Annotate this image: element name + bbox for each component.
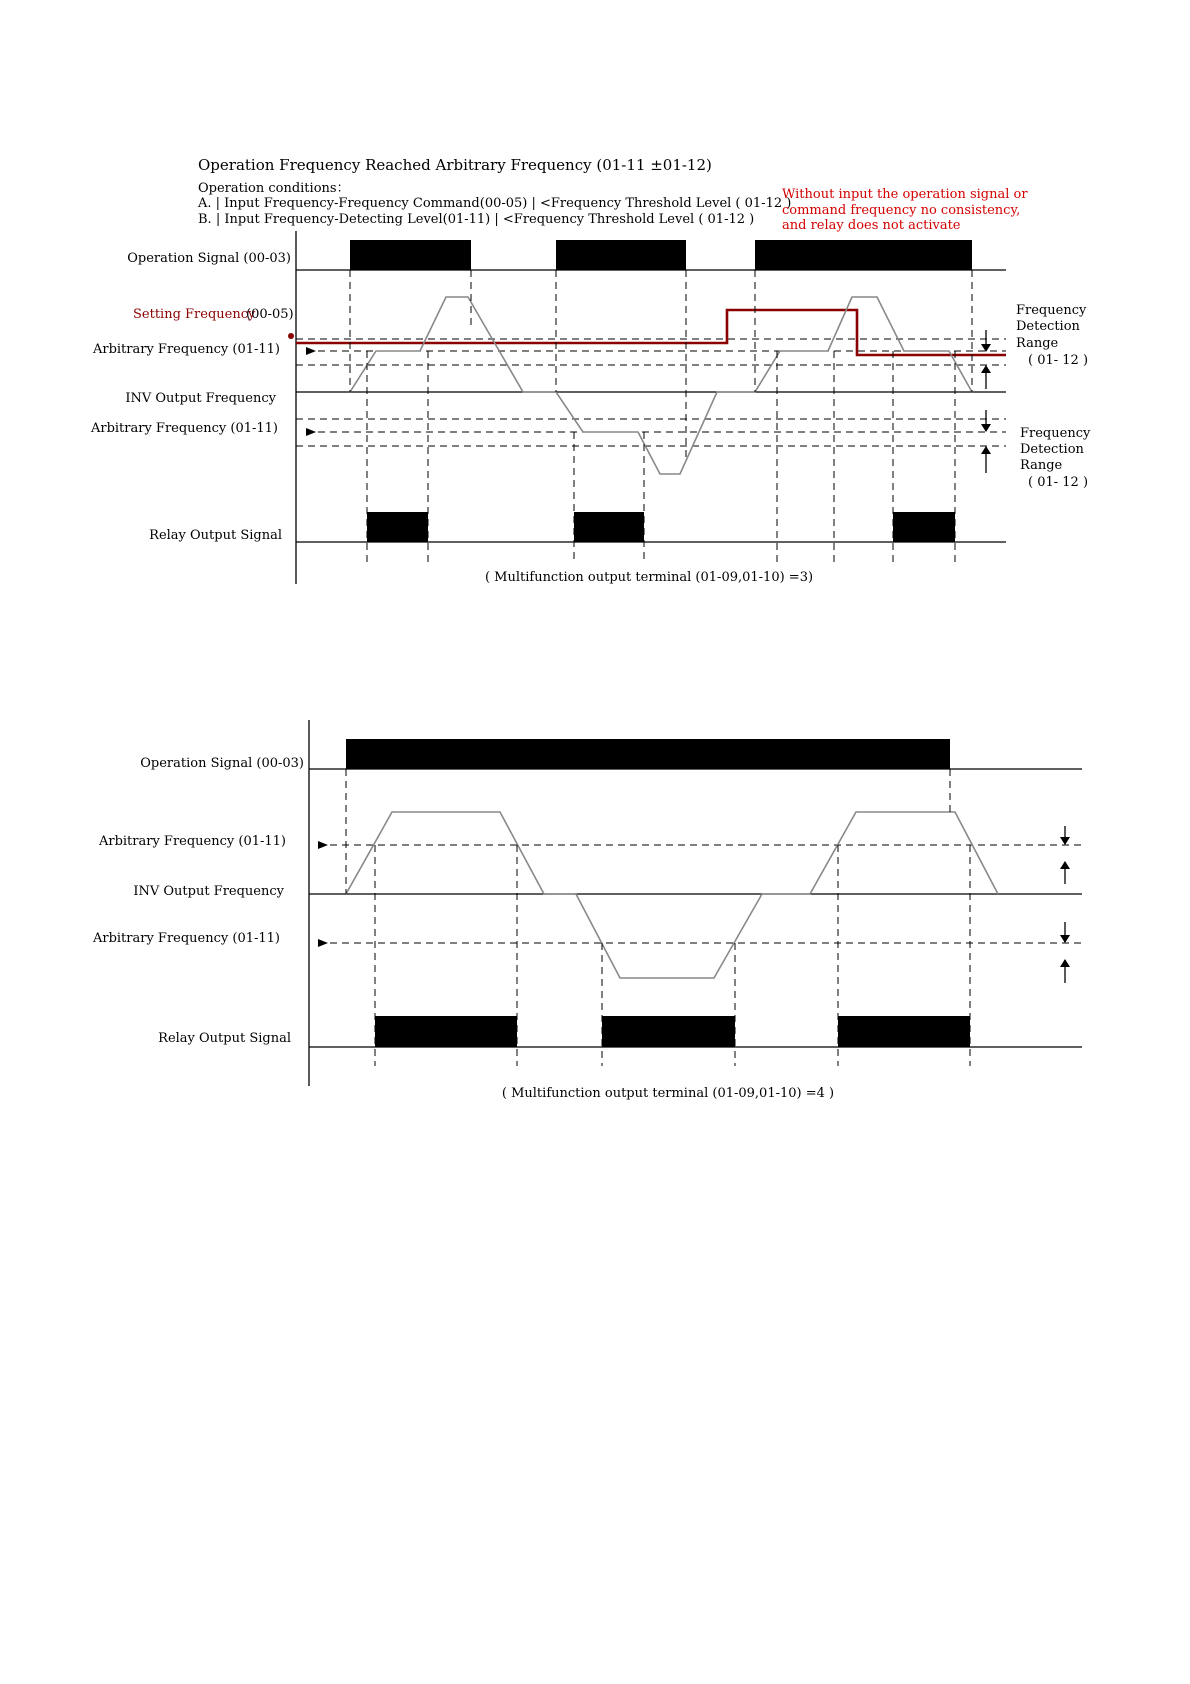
label-inv-output-frequency: INV Output Frequency [125,391,276,406]
label-arbitrary-frequency-upper: Arbitrary Frequency (01-11) [92,342,280,357]
relay-pulse [375,1016,517,1047]
arrow-right-icon [318,841,328,849]
note-line-2: command frequency no consistency, [782,203,1021,218]
inv-output-frequency-curve-2 [346,812,998,978]
relay-pulse [602,1016,735,1047]
timing-markers-1 [350,270,972,562]
label-relay-output-signal-2: Relay Output Signal [158,1031,291,1046]
label-operation-signal-2: Operation Signal (00-03) [140,756,304,771]
arrow-up-icon [1060,959,1070,967]
range-upper-line4: ( 01- 12 ) [1028,353,1089,368]
condition-a: A. | Input Frequency-Frequency Command(00-05) | <Frequency Threshold Level ( 01-12 ) [198,196,792,211]
label-arbitrary-frequency-upper-2: Arbitrary Frequency (01-11) [98,834,286,849]
range-upper-line2: Detection [1016,319,1080,334]
arrow-up-icon [1060,861,1070,869]
note-line-1: Without input the operation signal or [782,187,1028,202]
label-relay-output-signal: Relay Output Signal [149,528,282,543]
range-lower-line4: ( 01- 12 ) [1028,475,1089,490]
arrow-right-icon [306,428,316,436]
note-line-3: and relay does not activate [782,218,961,233]
relay-pulse [574,512,644,542]
label-operation-signal: Operation Signal (00-03) [127,251,291,266]
setting-frequency-line [296,310,1006,355]
arrow-down-icon [1060,935,1070,943]
operation-pulse [755,240,972,270]
diagram1-caption: ( Multifunction output terminal (01-09,01-10) =3) [484,570,814,585]
arrow-down-icon [1060,837,1070,845]
label-setting-frequency: Setting Frequency [133,307,256,322]
conditions-title: Operation conditions： [198,181,350,196]
arrow-up-icon [981,446,991,454]
relay-pulse [367,512,428,542]
operation-pulse [346,739,950,769]
range-arrows-2 [1060,826,1070,983]
range-lower-line3: Range [1020,458,1063,473]
arrow-right-icon [306,347,316,355]
diagram1-title: Operation Frequency Reached Arbitrary Frequency (01-11 ±01-12) [198,156,712,174]
label-arbitrary-frequency-lower: Arbitrary Frequency (01-11) [90,421,278,436]
relay-pulse [838,1016,970,1047]
range-lower-line1: Frequency [1020,426,1091,441]
setting-frequency-marker [288,333,294,339]
range-upper-line3: Range [1016,336,1059,351]
arrow-right-icon [318,939,328,947]
timing-diagram-1 [90,156,1091,585]
operation-pulse [350,240,471,270]
label-arbitrary-frequency-lower-2: Arbitrary Frequency (01-11) [92,931,280,946]
range-upper-line1: Frequency [1016,303,1087,318]
label-setting-frequency-code: (00-05) [246,307,294,322]
arrow-up-icon [981,365,991,373]
relay-pulse [893,512,955,542]
arrow-down-icon [981,424,991,432]
label-inv-output-frequency-2: INV Output Frequency [133,884,284,899]
condition-b: B. | Input Frequency-Detecting Level(01-11) | <Frequency Threshold Level ( 01-12 ) [198,212,755,227]
range-lower-line2: Detection [1020,442,1084,457]
inv-output-frequency-curve [350,297,972,474]
operation-pulse [556,240,686,270]
diagram2-caption: ( Multifunction output terminal (01-09,01-10) =4 ) [501,1086,835,1101]
timing-diagram-2 [92,720,1082,1101]
